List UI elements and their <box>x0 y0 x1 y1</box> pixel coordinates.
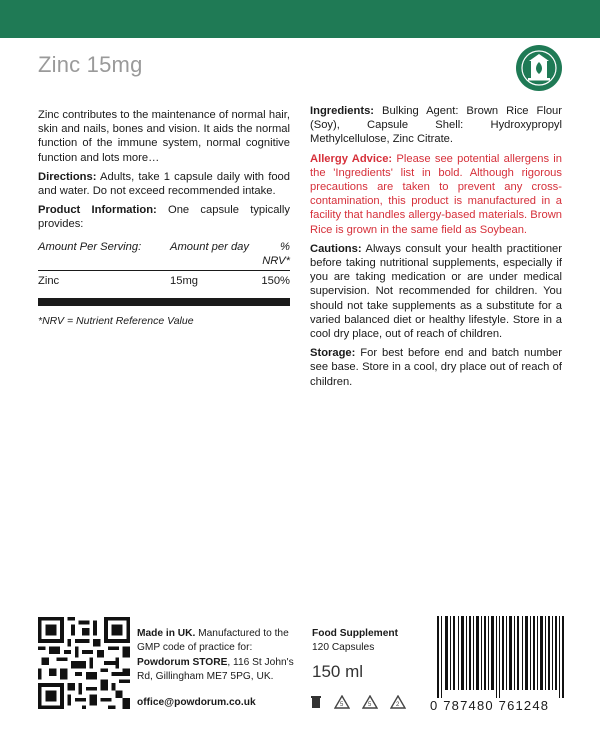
table-row <box>38 271 290 296</box>
recycle-icon <box>390 695 406 709</box>
allergy-label: Allergy Advice: <box>310 152 393 165</box>
nrv-note: *NRV = Nutrient Reference Value <box>38 315 194 328</box>
svg-text:5: 5 <box>340 702 344 708</box>
product-info <box>38 203 290 231</box>
manufacturer-info <box>137 627 297 685</box>
nutrient-name: Zinc <box>38 275 60 288</box>
qr-code-icon[interactable] <box>38 617 130 709</box>
top-banner <box>0 0 600 38</box>
ingredients-text: Bulking Agent: Brown Rice Flour (Soy), Capsule Shell: Hydroxypropyl Methylcellulose, Zinc Citrate. <box>310 105 562 146</box>
header-nrv: % NRV* <box>262 240 290 267</box>
header-amount-per-serving: Amount Per Serving: <box>38 240 142 253</box>
directions <box>38 170 290 198</box>
capsule-count: 120 Capsules <box>312 642 375 654</box>
product-info-label: Product Information: <box>38 204 157 217</box>
allergy-advice <box>310 152 562 237</box>
nutrition-table <box>38 240 290 306</box>
directions-label: Directions: <box>38 170 97 183</box>
cautions-text: Always consult your health practitioner before taking nutritional supplements, especially if you are taking medication or are under medical supervision. Not recommended for children. You should not take supplements as a substitute for a varied balanced diet or healthy lifestyle. Store in a cool dry place, out of reach of children. <box>310 242 562 341</box>
directions-text: Adults, take 1 capsule daily with food and water. Do not exceed recommended intake. <box>38 170 290 198</box>
brand-logo-icon <box>515 44 563 92</box>
ingredients-label: Ingredients: <box>310 105 375 117</box>
made-in-label: Made in UK. <box>137 628 196 639</box>
allergy-text: Please see potential allergens in the 'Ingredients' list in bold. Although rigorous precautions are taken to prevent any cross-contamination, this product is manufactured in a facility that handles allergy-based materials. Brown Rice is grown in the same field as Soybean. <box>310 152 562 236</box>
ingredients <box>310 104 562 147</box>
svg-text:5: 5 <box>368 702 372 708</box>
store-address: , 116 St John's Rd, Gillingham ME7 5PG, UK. <box>137 656 294 683</box>
table-bottom-rule <box>38 298 290 306</box>
nutrient-amount: 15mg <box>170 275 198 288</box>
storage-text: For best before end and batch number see base. Store in a cool, dry place out of reach of children. <box>310 347 562 388</box>
cautions-label: Cautions: <box>310 242 362 255</box>
barcode-number: 0 787480 761248 <box>430 698 550 713</box>
nutrition-table-header <box>38 240 290 271</box>
right-column <box>310 104 562 394</box>
svg-text:2: 2 <box>396 702 400 708</box>
nutrient-nrv: 150% <box>261 275 290 288</box>
recycle-icon <box>362 695 378 709</box>
storage-label: Storage: <box>310 347 356 360</box>
store-name: Powdorum STORE <box>137 656 228 668</box>
header-amount-per-day: Amount per day <box>170 240 249 253</box>
recycle-icon <box>334 695 350 709</box>
intro-text: Zinc contributes to the maintenance of normal hair, skin and nails, bones and vision. It aids the normal function of the immune system, normal cognitive function and lots more… <box>38 109 290 164</box>
bin-icon <box>310 695 322 709</box>
contact-email[interactable]: office@powdorum.co.uk <box>137 697 256 708</box>
storage <box>310 346 562 389</box>
product-type-info <box>312 627 398 656</box>
product-title: Zinc 15mg <box>38 52 143 77</box>
manufacturer-text: Manufactured to the GMP code of practice for: <box>137 628 289 654</box>
recycling-symbols <box>310 695 406 709</box>
cautions <box>310 242 562 341</box>
left-column <box>38 108 290 328</box>
food-supplement-label: Food Supplement <box>312 628 399 639</box>
product-info-text: One capsule typically provides: <box>38 204 290 231</box>
barcode-icon <box>437 616 565 698</box>
volume-label: 150 ml <box>312 662 364 681</box>
